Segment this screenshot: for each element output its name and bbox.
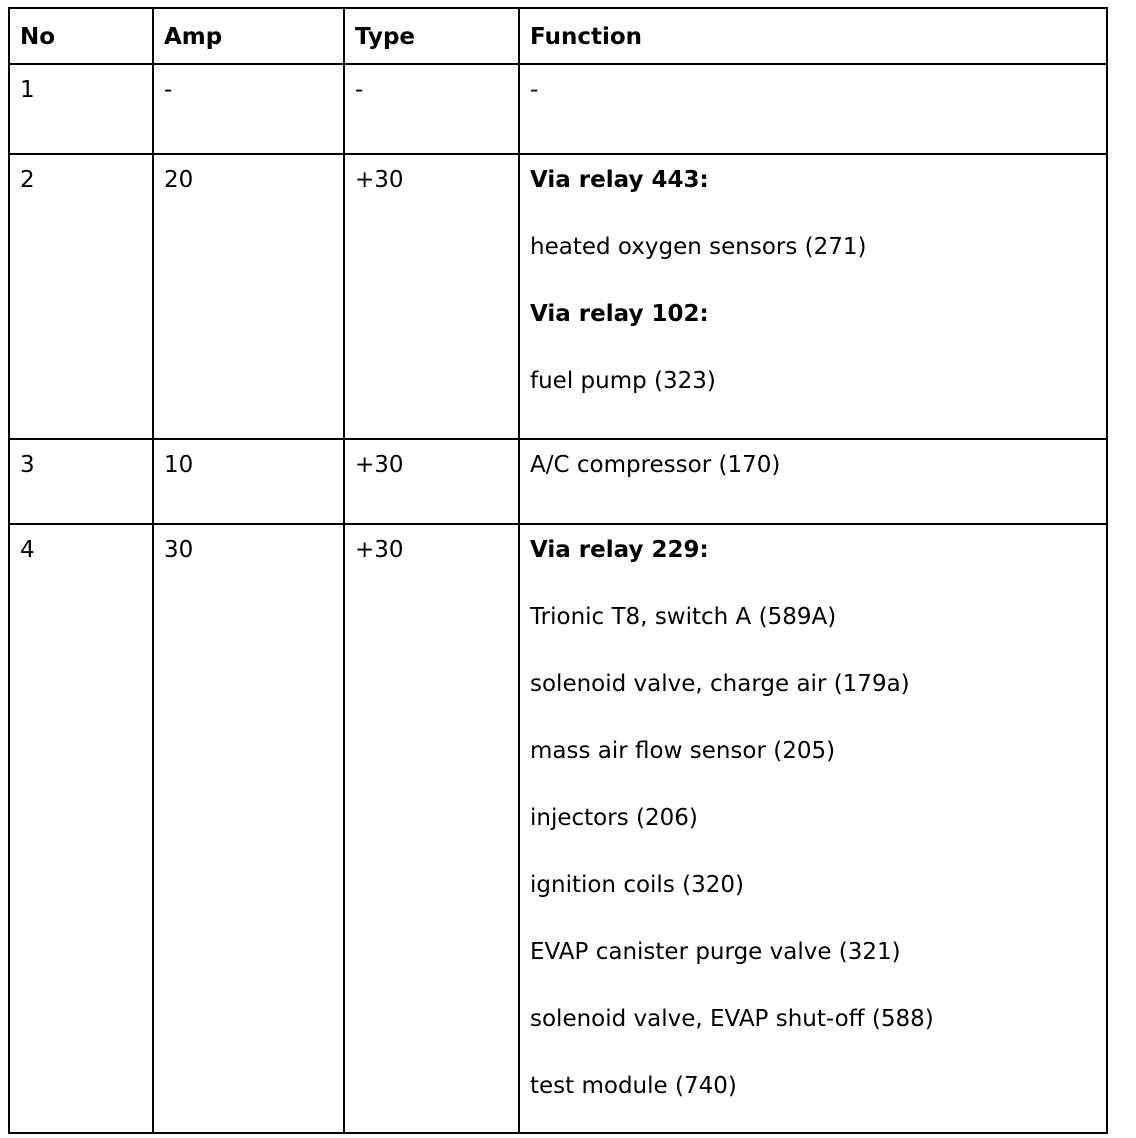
function-relay-heading: Via relay 229: [530,537,709,563]
cell-amp: 10 [153,439,344,524]
header-amp: Amp [153,8,344,64]
function-relay-heading: Via relay 443: [530,167,709,193]
cell-function [519,524,1107,1133]
cell-type: - [344,64,519,154]
cell-amp: - [153,64,344,154]
cell-no: 3 [9,439,153,524]
table-header [9,8,1107,64]
table-row [9,524,1107,1133]
function-line: heated oxygen sensors (271) [530,234,867,260]
table-row [9,439,1107,524]
function-relay-heading: Via relay 102: [530,301,709,327]
function-line: ignition coils (320) [530,872,744,898]
table-row [9,64,1107,154]
function-line: Trionic T8, switch A (589A) [530,604,837,630]
fuse-table [8,7,1108,1134]
function-line: solenoid valve, EVAP shut-off (588) [530,1006,934,1032]
table-row [9,154,1107,439]
cell-type: +30 [344,439,519,524]
cell-amp: 30 [153,524,344,1133]
header-function: Function [519,8,1107,64]
function-line: A/C compressor (170) [530,452,781,478]
cell-type: +30 [344,524,519,1133]
function-line: fuel pump (323) [530,368,716,394]
function-line: solenoid valve, charge air (179a) [530,671,910,697]
function-line: EVAP canister purge valve (321) [530,939,901,965]
table-body [9,64,1107,1133]
cell-function [519,439,1107,524]
header-type: Type [344,8,519,64]
function-line: test module (740) [530,1073,737,1099]
header-row [9,8,1107,64]
cell-function [519,64,1107,154]
cell-no: 1 [9,64,153,154]
cell-amp: 20 [153,154,344,439]
cell-no: 4 [9,524,153,1133]
cell-function [519,154,1107,439]
cell-type: +30 [344,154,519,439]
function-line: - [530,77,539,103]
function-line: injectors (206) [530,805,698,831]
header-no: No [9,8,153,64]
cell-no: 2 [9,154,153,439]
function-line: mass air flow sensor (205) [530,738,836,764]
